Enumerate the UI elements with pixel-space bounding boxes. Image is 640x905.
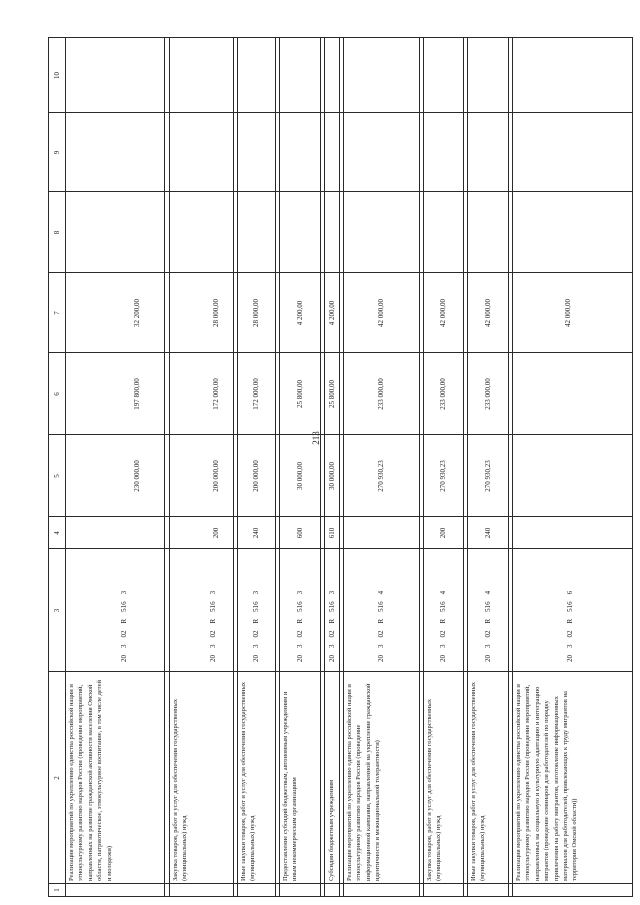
header-col-1: 1 bbox=[53, 888, 61, 892]
row-col7: 42 000,00 bbox=[439, 299, 447, 327]
row-col6 bbox=[512, 353, 632, 435]
row-divider bbox=[275, 38, 276, 896]
grid-line bbox=[49, 112, 632, 113]
row-code: 20 3 02 R 516 3 bbox=[252, 590, 260, 662]
row-col6: 25 800,00 bbox=[327, 380, 336, 408]
row-kvr: 200 bbox=[212, 527, 220, 539]
row-code: 20 3 02 R 516 4 bbox=[439, 590, 447, 662]
row-col7: 28 000,00 bbox=[252, 299, 260, 327]
row-kvr: 240 bbox=[252, 527, 260, 539]
row-kvr: 610 bbox=[327, 527, 336, 539]
row-kvr bbox=[343, 517, 419, 549]
row-col5: 270 930,23 bbox=[483, 460, 492, 492]
row-col5: 30 000,00 bbox=[295, 462, 304, 490]
row-col6: 233 000,00 bbox=[483, 378, 492, 410]
row-kvr bbox=[512, 517, 632, 549]
row-name: Закупка товаров, работ и услуг для обеспечения государственных (муниципальных) нужд bbox=[172, 698, 189, 881]
budget-table bbox=[48, 37, 633, 897]
row-name: Иные закупки товаров, работ и услуг для обеспечения государственных (муниципальных) нужд bbox=[470, 681, 487, 881]
header-col-5: 5 bbox=[53, 474, 61, 478]
row-name: Реализация мероприятий по укреплению единства российской нации и этнокультурному развитию народов России (проведение информационной кампании, направленной на укрепление гражданской идентичности и межнациональной толерантности) bbox=[346, 683, 382, 881]
row-code: 20 3 02 R 516 3 bbox=[327, 590, 336, 662]
row-divider bbox=[419, 38, 420, 896]
row-col7: 42 000,00 bbox=[564, 299, 572, 327]
row-name: Реализация мероприятий по укреплению единства российской нации и этнокультурному развитию народов России (проведение мероприятий, направленных на социальную и культурную адаптацию и интеграцию мигрантов (проведение семинаров для работодателей по порядку привлечения на работу мигрантов, изготовление информационных материалов для работодателей, привлекающих к труду мигрантов на территории Омской области)) bbox=[515, 684, 579, 881]
row-col5 bbox=[512, 435, 632, 517]
row-col5: 230 000,00 bbox=[132, 460, 141, 492]
row-name: Предоставление субсидий бюджетным, автономным учреждениям и иным некоммерческим организациям bbox=[282, 691, 299, 881]
row-col7: 4 200,00 bbox=[295, 300, 304, 326]
page-number: 213 bbox=[311, 431, 321, 445]
table-header-row bbox=[49, 38, 66, 896]
row-col7: 28 000,00 bbox=[212, 299, 220, 327]
header-col-10: 10 bbox=[53, 72, 61, 79]
row-col7: 42 000,00 bbox=[483, 299, 492, 327]
header-col-4: 4 bbox=[53, 531, 61, 535]
header-col-2: 2 bbox=[53, 776, 61, 780]
row-divider bbox=[233, 38, 234, 896]
row-divider bbox=[164, 38, 165, 896]
row-col5: 270 930,23 bbox=[439, 460, 447, 492]
row-name: Закупка товаров, работ и услуг для обеспечения государственных (муниципальных) нужд bbox=[426, 698, 443, 881]
row-code: 20 3 02 R 516 4 bbox=[377, 590, 385, 662]
row-col6: 233 000,00 bbox=[439, 378, 447, 410]
row-col7: 4 200,00 bbox=[327, 300, 336, 326]
row-code: 20 3 02 R 516 6 bbox=[566, 590, 574, 662]
row-col5: 200 000,00 bbox=[212, 460, 220, 492]
row-code: 20 3 02 R 516 4 bbox=[483, 590, 492, 662]
row-divider bbox=[339, 38, 340, 896]
row-code: 20 3 02 R 516 3 bbox=[295, 590, 304, 662]
row-code: 20 3 02 R 516 3 bbox=[120, 590, 128, 662]
row-kvr: 600 bbox=[295, 527, 304, 539]
row-divider bbox=[508, 38, 509, 896]
header-col-8: 8 bbox=[53, 230, 61, 235]
row-kvr bbox=[65, 517, 164, 549]
header-col-9: 9 bbox=[53, 150, 61, 155]
row-kvr: 200 bbox=[439, 527, 447, 539]
row-name: Субсидии бюджетным учреждениям bbox=[328, 779, 335, 881]
row-kvr: 240 bbox=[483, 527, 492, 539]
header-col-7: 7 bbox=[53, 311, 61, 315]
row-col6: 233 000,00 bbox=[377, 378, 385, 410]
row-col7: 42 000,00 bbox=[377, 299, 385, 327]
header-col-3: 3 bbox=[53, 608, 61, 613]
row-divider bbox=[320, 38, 321, 896]
header-col-6: 6 bbox=[53, 392, 61, 396]
row-col7: 32 200,00 bbox=[132, 299, 141, 327]
row-col6: 172 000,00 bbox=[252, 378, 260, 410]
row-col6: 25 800,00 bbox=[295, 380, 304, 408]
row-col6: 197 800,00 bbox=[132, 378, 141, 410]
grid-line bbox=[49, 191, 632, 192]
row-name: Реализация мероприятий по укреплению единства российской нации и этнокультурному развитию народов России (проведение мероприятий, направленных на развитие гражданской активности населения Омской области, патриотическое, этнокультурное воспитание, в том числе детей и молодежи) bbox=[68, 680, 113, 881]
row-divider bbox=[463, 38, 464, 896]
row-col6: 172 000,00 bbox=[212, 378, 220, 410]
row-col5: 30 000,00 bbox=[327, 462, 336, 490]
row-col5: 200 000,00 bbox=[252, 460, 260, 492]
row-code: 20 3 02 R 516 3 bbox=[209, 590, 217, 662]
row-name: Иные закупки товаров, работ и услуг для обеспечения государственных (муниципальных) нужд bbox=[240, 681, 257, 881]
row-col5: 270 930,23 bbox=[377, 460, 385, 492]
